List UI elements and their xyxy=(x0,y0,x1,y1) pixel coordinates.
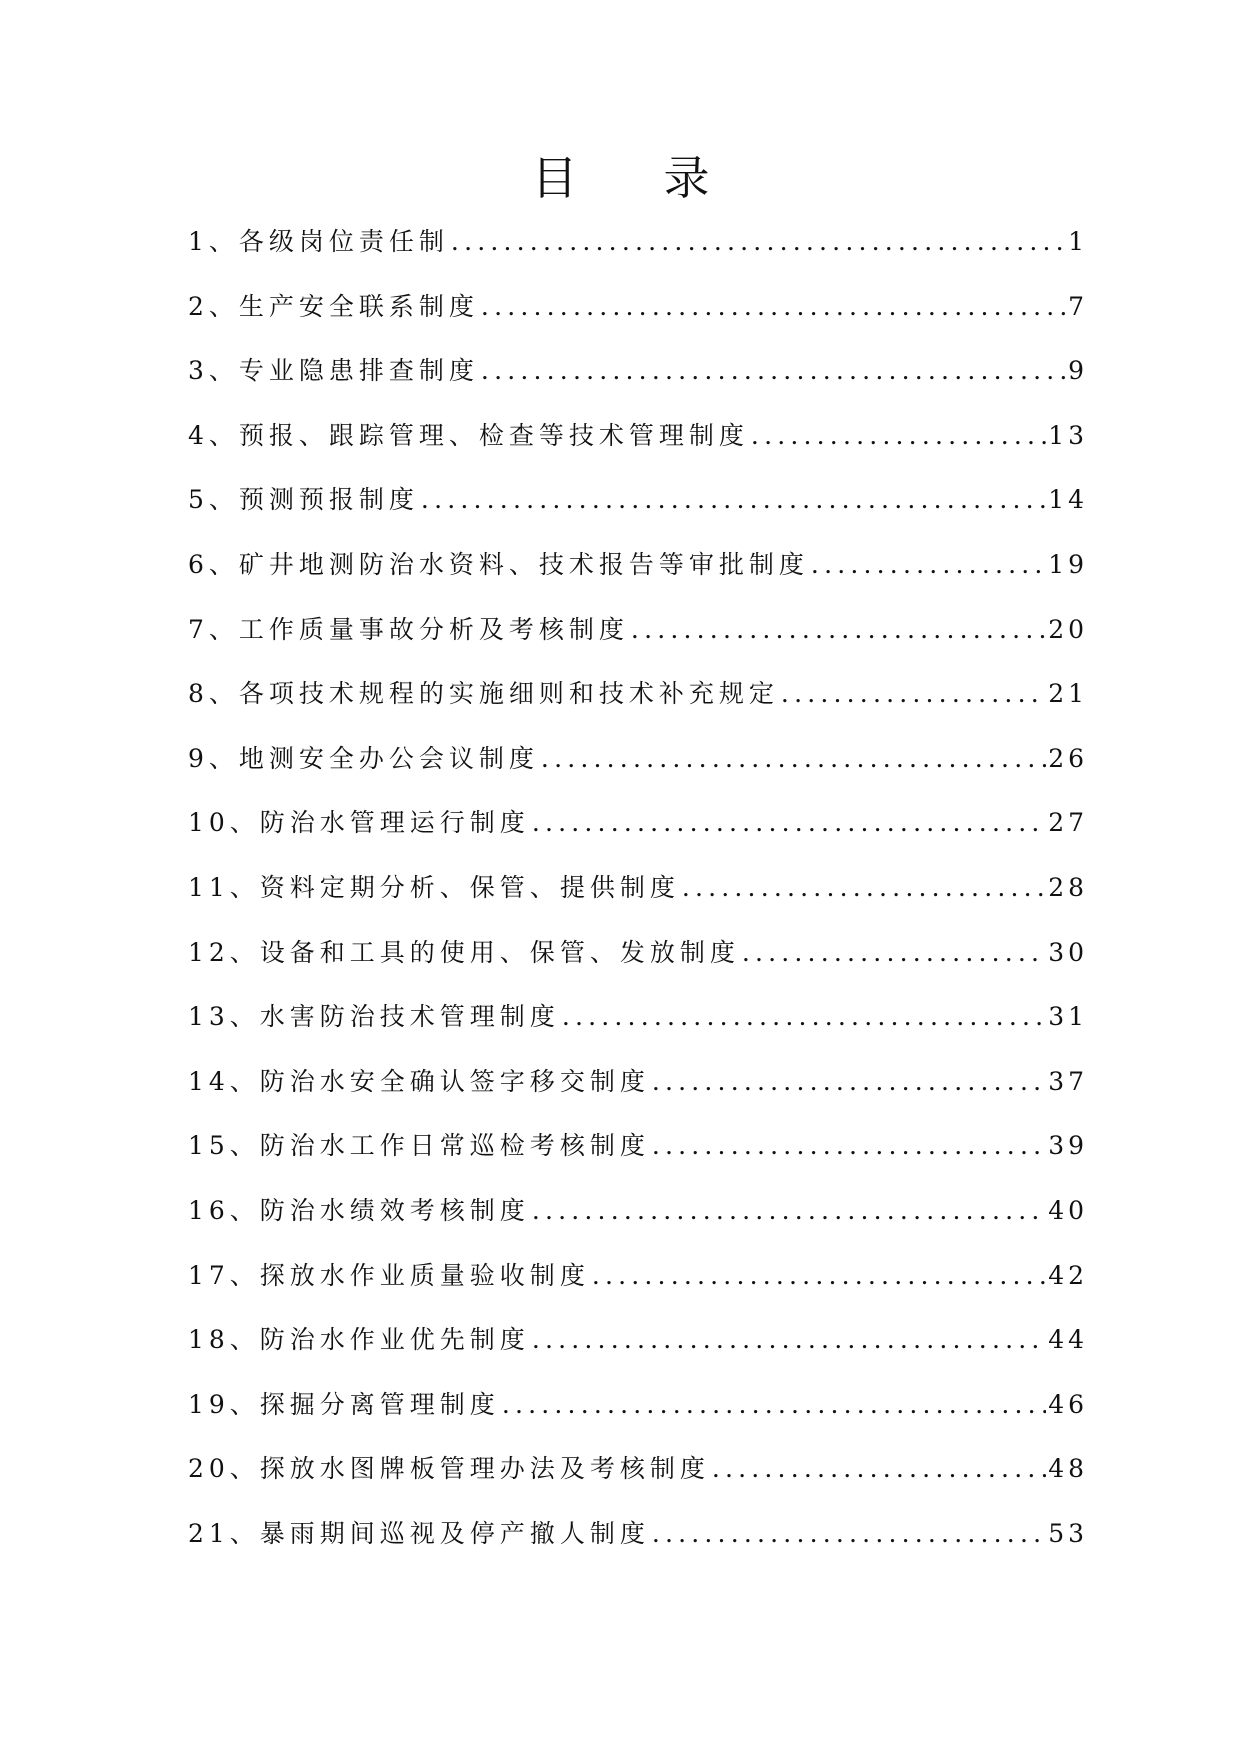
toc-entry-title: 4、预报、跟踪管理、检查等技术管理制度 xyxy=(188,420,749,450)
toc-entry[interactable] xyxy=(188,1062,1088,1127)
toc-page-number: 21 xyxy=(1048,679,1088,709)
toc-page-number: 27 xyxy=(1048,808,1088,838)
toc-entry[interactable] xyxy=(188,287,1088,352)
toc-page-number: 53 xyxy=(1048,1518,1088,1548)
toc-entry-title: 18、防治水作业优先制度 xyxy=(188,1325,530,1355)
toc-dot-leader xyxy=(502,1385,1046,1425)
toc-entry[interactable] xyxy=(188,1126,1088,1191)
toc-dot-leader xyxy=(811,545,1046,585)
toc-page-number: 26 xyxy=(1048,743,1088,773)
toc-page-number: 44 xyxy=(1048,1325,1088,1355)
toc-page-number: 28 xyxy=(1048,872,1088,902)
toc-dot-leader xyxy=(682,868,1046,908)
toc-entry-title: 21、暴雨期间巡视及停产撤人制度 xyxy=(188,1518,650,1548)
toc-page-number: 37 xyxy=(1048,1066,1088,1096)
toc-entry[interactable] xyxy=(188,1514,1088,1579)
toc-page-number: 19 xyxy=(1048,549,1088,579)
toc-entry-title: 20、探放水图牌板管理办法及考核制度 xyxy=(188,1454,710,1484)
toc-entry-title: 10、防治水管理运行制度 xyxy=(188,808,530,838)
toc-entry[interactable] xyxy=(188,351,1088,416)
toc-entry[interactable] xyxy=(188,1449,1088,1514)
toc-entry[interactable] xyxy=(188,997,1088,1062)
toc-dot-leader xyxy=(421,480,1046,520)
toc-entry[interactable] xyxy=(188,1256,1088,1321)
toc-entry[interactable] xyxy=(188,416,1088,481)
title-char-2: 录 xyxy=(663,151,710,205)
toc-dot-leader xyxy=(631,610,1046,650)
toc-dot-leader xyxy=(781,674,1046,714)
toc-page-number: 46 xyxy=(1048,1389,1088,1419)
toc-entry-title: 9、地测安全办公会议制度 xyxy=(188,743,539,773)
toc-page-number: 1 xyxy=(1068,227,1088,256)
toc-page-number: 20 xyxy=(1048,614,1088,644)
toc-entry-title: 1、各级岗位责任制 xyxy=(188,227,449,256)
toc-entry-title: 7、工作质量事故分析及考核制度 xyxy=(188,614,629,644)
toc-entry-title: 6、矿井地测防治水资料、技术报告等审批制度 xyxy=(188,549,809,579)
toc-dot-leader xyxy=(742,933,1046,973)
toc-entry-title: 14、防治水安全确认签字移交制度 xyxy=(188,1066,650,1096)
title-char-1: 目 xyxy=(531,151,578,205)
toc-entry-title: 17、探放水作业质量验收制度 xyxy=(188,1260,590,1290)
toc-entry-title: 5、预测预报制度 xyxy=(188,485,419,515)
toc-entry-title: 3、专业隐患排查制度 xyxy=(188,356,479,386)
toc-entry-title: 16、防治水绩效考核制度 xyxy=(188,1195,530,1225)
toc-page-number: 31 xyxy=(1048,1002,1088,1032)
toc-dot-leader xyxy=(562,997,1046,1037)
toc-dot-leader xyxy=(652,1514,1046,1554)
toc-entry[interactable] xyxy=(188,222,1088,287)
toc-dot-leader xyxy=(451,222,1066,262)
toc-dot-leader xyxy=(481,287,1066,327)
toc-entry[interactable] xyxy=(188,739,1088,804)
toc-entry[interactable] xyxy=(188,610,1088,675)
toc-entry[interactable] xyxy=(188,1320,1088,1385)
toc-page-number: 40 xyxy=(1048,1195,1088,1225)
toc-entry[interactable] xyxy=(188,803,1088,868)
toc-page-number: 7 xyxy=(1068,291,1088,321)
page-title xyxy=(0,148,1241,208)
toc-page-number: 9 xyxy=(1068,356,1088,386)
toc-page-number: 14 xyxy=(1048,485,1088,515)
toc-dot-leader xyxy=(541,739,1046,779)
toc-entry[interactable] xyxy=(188,933,1088,998)
table-of-contents xyxy=(188,222,1088,1578)
toc-page-number: 39 xyxy=(1048,1131,1088,1161)
toc-dot-leader xyxy=(712,1449,1046,1489)
toc-entry-title: 8、各项技术规程的实施细则和技术补充规定 xyxy=(188,679,779,709)
toc-page-number: 30 xyxy=(1048,937,1088,967)
toc-entry-title: 13、水害防治技术管理制度 xyxy=(188,1002,560,1032)
toc-dot-leader xyxy=(532,803,1046,843)
toc-page-number: 13 xyxy=(1048,420,1088,450)
toc-entry-title: 19、探掘分离管理制度 xyxy=(188,1389,500,1419)
toc-entry-title: 15、防治水工作日常巡检考核制度 xyxy=(188,1131,650,1161)
toc-dot-leader xyxy=(481,351,1066,391)
toc-page-number: 48 xyxy=(1048,1454,1088,1484)
toc-dot-leader xyxy=(652,1126,1046,1166)
toc-page-number: 42 xyxy=(1048,1260,1088,1290)
toc-entry-title: 11、资料定期分析、保管、提供制度 xyxy=(188,872,680,902)
toc-entry[interactable] xyxy=(188,868,1088,933)
toc-entry-title: 12、设备和工具的使用、保管、发放制度 xyxy=(188,937,740,967)
toc-dot-leader xyxy=(532,1191,1046,1231)
toc-dot-leader xyxy=(652,1062,1046,1102)
toc-dot-leader xyxy=(751,416,1046,456)
toc-entry[interactable] xyxy=(188,480,1088,545)
toc-dot-leader xyxy=(592,1256,1046,1296)
toc-entry-title: 2、生产安全联系制度 xyxy=(188,291,479,321)
toc-entry[interactable] xyxy=(188,1191,1088,1256)
toc-entry[interactable] xyxy=(188,674,1088,739)
toc-entry[interactable] xyxy=(188,545,1088,610)
toc-entry[interactable] xyxy=(188,1385,1088,1450)
toc-dot-leader xyxy=(532,1320,1046,1360)
